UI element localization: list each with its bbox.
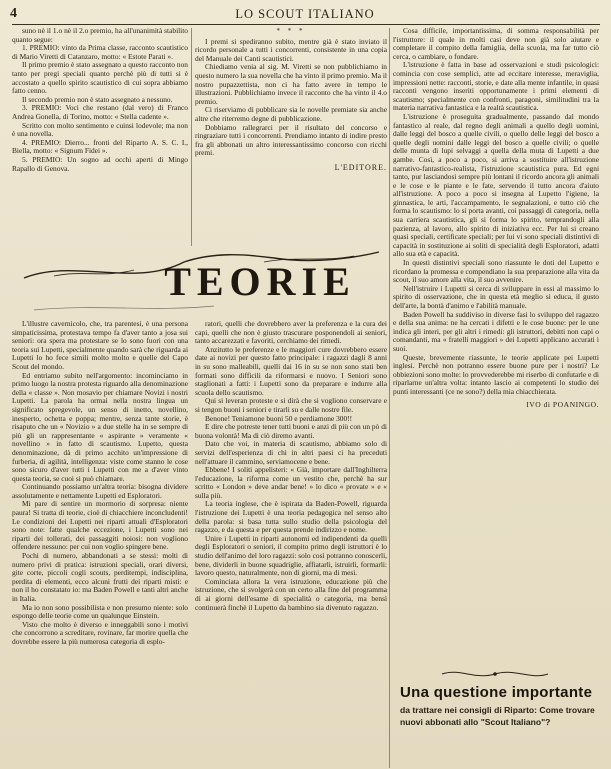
paragraph: Nell'istruire i Lupetti si cerca di sviluppare in essi al massimo lo spirito di osservazione, che in questa età meglio si educa, il gusto dell'arte, la bontà d'animo e l'abilità manuale. — [393, 283, 599, 310]
paragraph: Unire i Lupetti in riparti autonomi ed indipendenti da quelli degli Esploratori o seniori, il compito primo degli istruttori è lo studio dell'animo del loro ragazzi: solo così potranno conoscerli, bene, dividerli in buone squadriglie, affiatarli, istruirli, formarli: lavoro questo, naturalmente, non di giorni, ma di mesi. — [195, 533, 387, 578]
editor-note-body — [195, 38, 387, 158]
paragraph: In questi distintivi speciali sono riassunte le doti del Lupetto e ricordano la promessa e compendiano la sua preparazione alla vita da scout, il suo amore alla vita, il suo avvenire. — [393, 258, 599, 285]
page-number: 4 — [10, 6, 17, 21]
teorie-right-body — [393, 27, 599, 397]
paragraph: Queste, brevemente riassunte, le teorie applicate pei Lupetti inglesi. Perchè non potranno essere buone pure per i nostri? Le obbiezioni sono molte: lo provvederebbe mi riserbo di confutarle e di riparlarne un'altra volta: intanto lascio ai competenti lo studio dei punti interessanti (ce ne sono?) della mia chiacchierata. — [393, 352, 599, 396]
paragraph: Mi pare di sentire un mormorio di sorpresa: niente paura! Si tratta di teorie, cioè di chiacchiere inconcludenti! Le condizioni dei Lupetti nei riparti attuali d'Esploratori sono note: fatte qualche eccezione, i Lupetti sono nei riparti dei tollerati, dei passaggiti noiosi: non vogliono offendere nessuno: per cui non voglio spingere bene. — [12, 499, 188, 552]
paragraph: Scritto con molto sentimento e cuinsi lodevole; ma non è una novella. — [12, 120, 188, 139]
paragraph: Anzitutto le preferenze e le maggiori cure dovrebbero essere date ai novizi per questo fatto principale: i ragazzi dagli 8 anni in su sono malleabili, quelli dai 16 in su se non sono stati ben formati sono difficili da riformarsi e nuovo. I Seniori sono staglionati a fatti: i Lupetti sono da preparare e indurre alla scuola dello scautismo. — [195, 344, 387, 397]
paragraph: Visto che molto è diverso e inneggabili sono i motivi che concorrono a screditare, rovinare, far morire quella che dovrebbe essere la più numerosa categoria di esplo- — [12, 619, 188, 646]
newspaper-title: LO SCOUT ITALIANO — [235, 7, 375, 21]
paragraph: Cominciata allora la vera istruzione, educazione più che istruzione, che si svolgerà con un certo alla fine del programma di ai giorni dell'esame di specialità o categoria, ma bensì continuerà finchè il Lupetto da bambino sia divenuto ragazzo. — [195, 576, 387, 612]
paragraph: Ebbene! I soliti appelisteri: « Già, importare dall'Inghilterra l'educazione, la riforma come un vestito che, perchè ha sur scritto « London » deve andar bene! » lo dico « provate » e « sulla più. — [195, 465, 387, 500]
paragraph: E dire che potreste tener tutti buoni e anzi di più con un pò di buona volontà! Ma di ciò diremo avanti. — [195, 422, 387, 440]
author-signature: IVO di POANINGO. — [526, 399, 599, 409]
paragraph: La teoria inglese, che è ispirata da Baden-Powell, riguarda l'istruzione dei Lupetti è una teoria pedagogica nel senso alto della parola: si basa tutta sullo studio della psicologia del ragazzo, e da questa e per questa prende indirizzo e nome. — [195, 499, 387, 535]
announcement-title: Una questione importante — [400, 684, 593, 701]
column-teorie-middle — [195, 320, 387, 762]
paragraph: Baden Powell ha suddiviso in diverse fasi lo sviluppo del ragazzo e della sua anima: ne ha cercati i difetti e le cose buone: per le une indica gli interi, per gli altri i rimedi: gli istruttori, debitti non capi o comandanti, ma « fratelli maggiori » dei Lupetti applicano accurati i suoi. — [393, 309, 599, 353]
paragraph: Pochi di numero, abbandonati a se stessi: molti di numero privi di pratica: istruzioni speciali, orari diversi, gite corte, piccoli cogli scouts, perditempi, indisciplina, perdita di elementi, ecco alcuni frutti dei riparti misti: e non il ho constatato io: ma Baden Powell e tanti altri anche in Italia. — [12, 551, 188, 603]
paragraph: 1. PREMIO: vinto da Prima classe, racconto scautistico di Mario Viretti di Catanzaro, motto: « Estote Parati ». — [12, 43, 188, 61]
paragraph: Benone! Teniamone buoni 50 e perdiamone 300!! — [205, 413, 353, 423]
paragraph: Qui si leveran proteste e si dirà che si vogliono conservare e si tengon buoni i seniori e tirarli su e dalle nostre file. — [195, 396, 387, 414]
paragraph: L'istruzione è fatta in base ad osservazioni e studi psicologici: comincia con cose semplici, atte ad eccitare interesse, meraviglia, impressioni nette: racconti, storie, e date alla mente infantile, in quasi racconti vengono inseriti opportunamente i primi elementi di scautismo; specialmente con confronti, paragoni, similitudini tra la materia narrativa fantastica e la realtà scautistica. — [393, 60, 599, 113]
announcement-subtitle: da trattare nei consigli di Riparto: Come trovare nuovi abbonati allo "Scout Italiano"? — [400, 705, 595, 727]
editor-signature: L'EDITORE. — [334, 162, 387, 172]
paragraph: I premi si spediranno subito, mentre già è stato inviato il ricordo personale a tutti i concorrenti, consistente in una copia del Manuale dei Canti scautistici. — [195, 36, 387, 63]
paragraph: Ed entriamo subito nell'argomento: incominciamo in primo luogo la nostra protesta riguardo alla denominazione della « classe ». Non mosavio per chiamare Novizi i nostri Lupetti. La parola ha ormai nella nostra lingua un significato spregevole, un senso di inetto, novellino, inesperto, ochetta e poppa; mentre, senza tante storie, è risaputo che un « Novizio » a due stelle ha in se sempre di più gli un rappresentante « aspirante » veramente « novellino » in fatto di scautismo. Lupetto, questa denominazione, dà di primo acchito un'impressione di furberia, di agilità, intelligenza: viste come stanno le cose sono sicuro d'aver tutti i Lupetti con me a d'aver vinto questa teoria, se cuoi si può chiamare. — [12, 370, 188, 483]
paragraph: Dato che voi, in materia di scautismo, abbiamo solo di servizi dell'esperienza di chi in altri paesi ci ha preceduti nell'attuare il cammino, serviamocene e bene. — [195, 439, 387, 466]
paragraph: L'illustre cavernicolo, che, tra parentesi, è una persona simpaticissima, protestava tempo fa d'aver tanto a josa sui seniori: ora spera ma protestare se lo sono fuori con una teoria sui Lupetti, specialmente quando sarà che riguarda ai Lupetti lo ho fece simili molto molto e quelle del Capo Scout del mondo. — [12, 320, 188, 371]
paragraph: L'istruzione è proseguita gradualmente, passando dal mondo fantastico al reale, dal regno degli animali a quello degli uomini, dalle leggi del bosco a quelle civili, o quello delle leggi del bosco a quelle degli uomini dalle leggi del bosco a quelle civili; o quelle delle munta di lupi selvaggi a quella della muta di Lupetti a due gambe. Così, a poco a poco, si arriva a sostituire all'istruzione narrativo-fantastico-realista, l'istruzione scautistica pura. Ed egni tanto, pur lasciandosi sempre più lontani il ricordo ancora gli animali e le cose e le piante e le fate, servendo il tutto ancora d'aiuto all'istruzione. A poco a poco si insegna al Lupetto l'igiene, la ginnastica, le arti, l'accampamento, le segnalazioni, e tutto ciò che forma lo scautismo: lo si porta avanti, coi passaggi di categoria, nella sua carriera scautistica, gli si forma lo spirito, temprandogli alla pazienza, al lavoro, allo spirito di iniziativa ecc. Per lui si creano quasi speciali, certificate speciali; per lui vi sono speciali distintivi di capacità in sostituzione ai soliti di specialità degli Esploratori, adatti allo sua età e capacità. — [393, 111, 599, 259]
paragraph: ratori, quelli che dovrebbero aver la preferenza e la cura dei capi, quelli che non è giusto trascurare posponendoli ai seniori, tanto accarezzati e favoriti, cerchiamo dei rimedi. — [195, 320, 387, 346]
paragraph: Il secondo premio non è stato assegnato a nessuno. — [22, 94, 173, 104]
section-title-teorie: TEORIE — [164, 259, 356, 304]
paragraph: 4. PREMIO: Dierro... fronti del Riparto A. S. C. I., Biella, motto: « Signum Fidei ». — [12, 137, 188, 156]
column-teorie-left — [12, 320, 188, 762]
paragraph: 5. PREMIO: Un sogno ad occhi aperti di Mingo Rapallo di Genova. — [12, 154, 188, 173]
paragraph: Chiediamo venia al sig. M. Viretti se non pubblichiamo in questo numero la sua novella che ha vinto il primo premio. Ma il nostro pupazzettista, non ci ha fatto avere in tempo le illustrazioni. Pubblichiamo invece il racconto che ha vinto il 4.o premio. — [195, 62, 387, 106]
column-editor-note — [195, 27, 387, 242]
paragraph: suno nè il 1.o nè il 2.o premio, ha all'unanimità stabilito quanto segue: — [12, 27, 188, 44]
paragraph: Cosa difficile, importantissima, di somma responsabilità per l'istruttore: il quale in molti casi deve non già solo aiutare e completare il compito della famiglia, della scuola, ma far tutto ciò cerca, o cambiare, o fondare. — [393, 27, 599, 61]
header-rule — [12, 24, 600, 25]
page-header — [10, 6, 600, 22]
column-teorie-right — [393, 27, 599, 759]
paragraph: Il primo premio è stato assegnato a questo racconto non tanto per pregi speciali quanto perchè più di tutti si è accostato a quello spirito scautistico di cui sopra abbiamo fatto cenno. — [12, 60, 188, 96]
paragraph: Ci riserviamo di pubblicare sia le novelle premiate sia anche altre che riterremo degne di pubblicazione. — [195, 105, 387, 123]
column-divider — [191, 28, 192, 246]
paragraph: 3. PREMIO: Voci che restano (dal vero) di Franco Andrea Gonella, di Torino, motto: « Stella cadente ». — [12, 103, 188, 121]
section-stars: * * * — [276, 27, 306, 35]
paragraph: Dobbiamo rallegrarci per il risultato del concorso e ringraziare tutti i concorrenti. Prendiamo intanto di indire presto fra gli abbonati un altro interessantissimo concorso con ricchi premi. — [195, 122, 387, 158]
paragraph: Continuando possiamo un'altra teoria: bisogna dividere assolutamente e nettamente Lupetti ed Esploratori. — [12, 482, 188, 500]
column-divider — [389, 28, 390, 768]
paragraph: Ma io non sono possibilista e non presumo niente: solo espongo delle teorie come un qualunque Einstein. — [12, 602, 188, 621]
divider-ornament — [440, 668, 550, 680]
